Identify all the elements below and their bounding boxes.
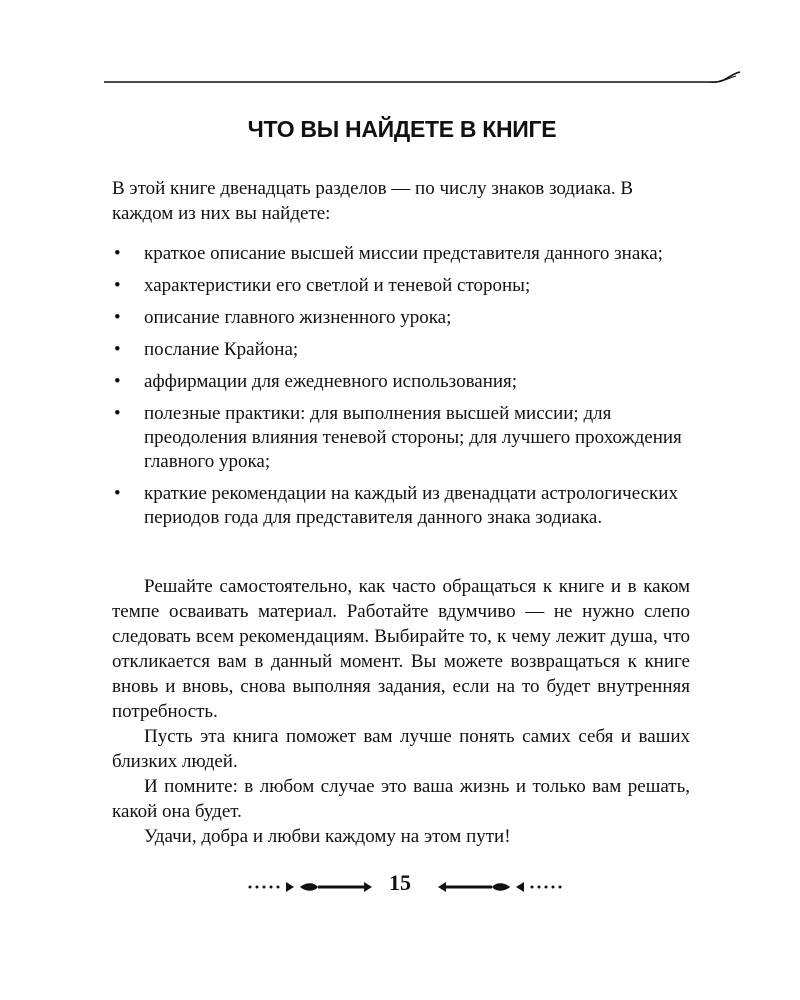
list-item: • описание главного жизненного урока; xyxy=(114,307,452,328)
ornament-left-icon xyxy=(249,882,373,892)
list-item: • полезные практики: для выполнения высшей миссии; для преодоления влияния теневой стороны; для лучшего прохождения главного урока; xyxy=(114,403,682,472)
bullet-icon: • xyxy=(114,339,121,360)
list-item: • характеристики его светлой и теневой стороны; xyxy=(114,275,531,296)
bullet-icon: • xyxy=(114,243,121,264)
body-paragraph: И помните: в любом случае это ваша жизнь и только вам решать, какой она будет. xyxy=(112,776,690,822)
feature-list xyxy=(112,242,690,538)
page-number: 15 xyxy=(389,870,411,895)
bullet-icon: • xyxy=(114,307,121,328)
page-title: ЧТО ВЫ НАЙДЕТЕ В КНИГЕ xyxy=(247,116,557,142)
body-paragraph: Пусть эта книга поможет вам лучше понять самих себя и ваших близких людей. xyxy=(112,726,690,772)
list-item: • краткие рекомендации на каждый из двенадцати астрологических периодов года для представителя данного знака зодиака. xyxy=(114,483,678,528)
bullet-icon: • xyxy=(114,483,121,504)
list-item: • краткое описание высшей миссии представителя данного знака; xyxy=(114,243,663,264)
bullet-icon: • xyxy=(114,403,121,424)
body-paragraph: Решайте самостоятельно, как часто обращаться к книге и в каком темпе осваивать материал. Работайте вдумчиво — не нужно слепо следовать всем рекомендациям. Выбирайте то, к чему лежит душа, что откликается вам в данный момент. Вы можете возвращаться к книге вновь и вновь, снова выполняя задания, если на то будет внутренняя потребность. xyxy=(112,576,690,722)
body-text xyxy=(112,574,690,849)
list-item: • аффирмации для ежедневного использования; xyxy=(114,371,518,392)
header-rule xyxy=(104,64,744,94)
intro-paragraph: В этой книге двенадцать разделов — по числу знаков зодиака. В каждом из них вы найдете: xyxy=(112,178,634,224)
list-item: • послание Крайона; xyxy=(114,339,299,360)
body-paragraph: Удачи, добра и любви каждому на этом пути! xyxy=(144,826,511,847)
ornament-right-icon xyxy=(438,882,562,892)
bullet-icon: • xyxy=(114,275,121,296)
bullet-icon: • xyxy=(114,371,121,392)
